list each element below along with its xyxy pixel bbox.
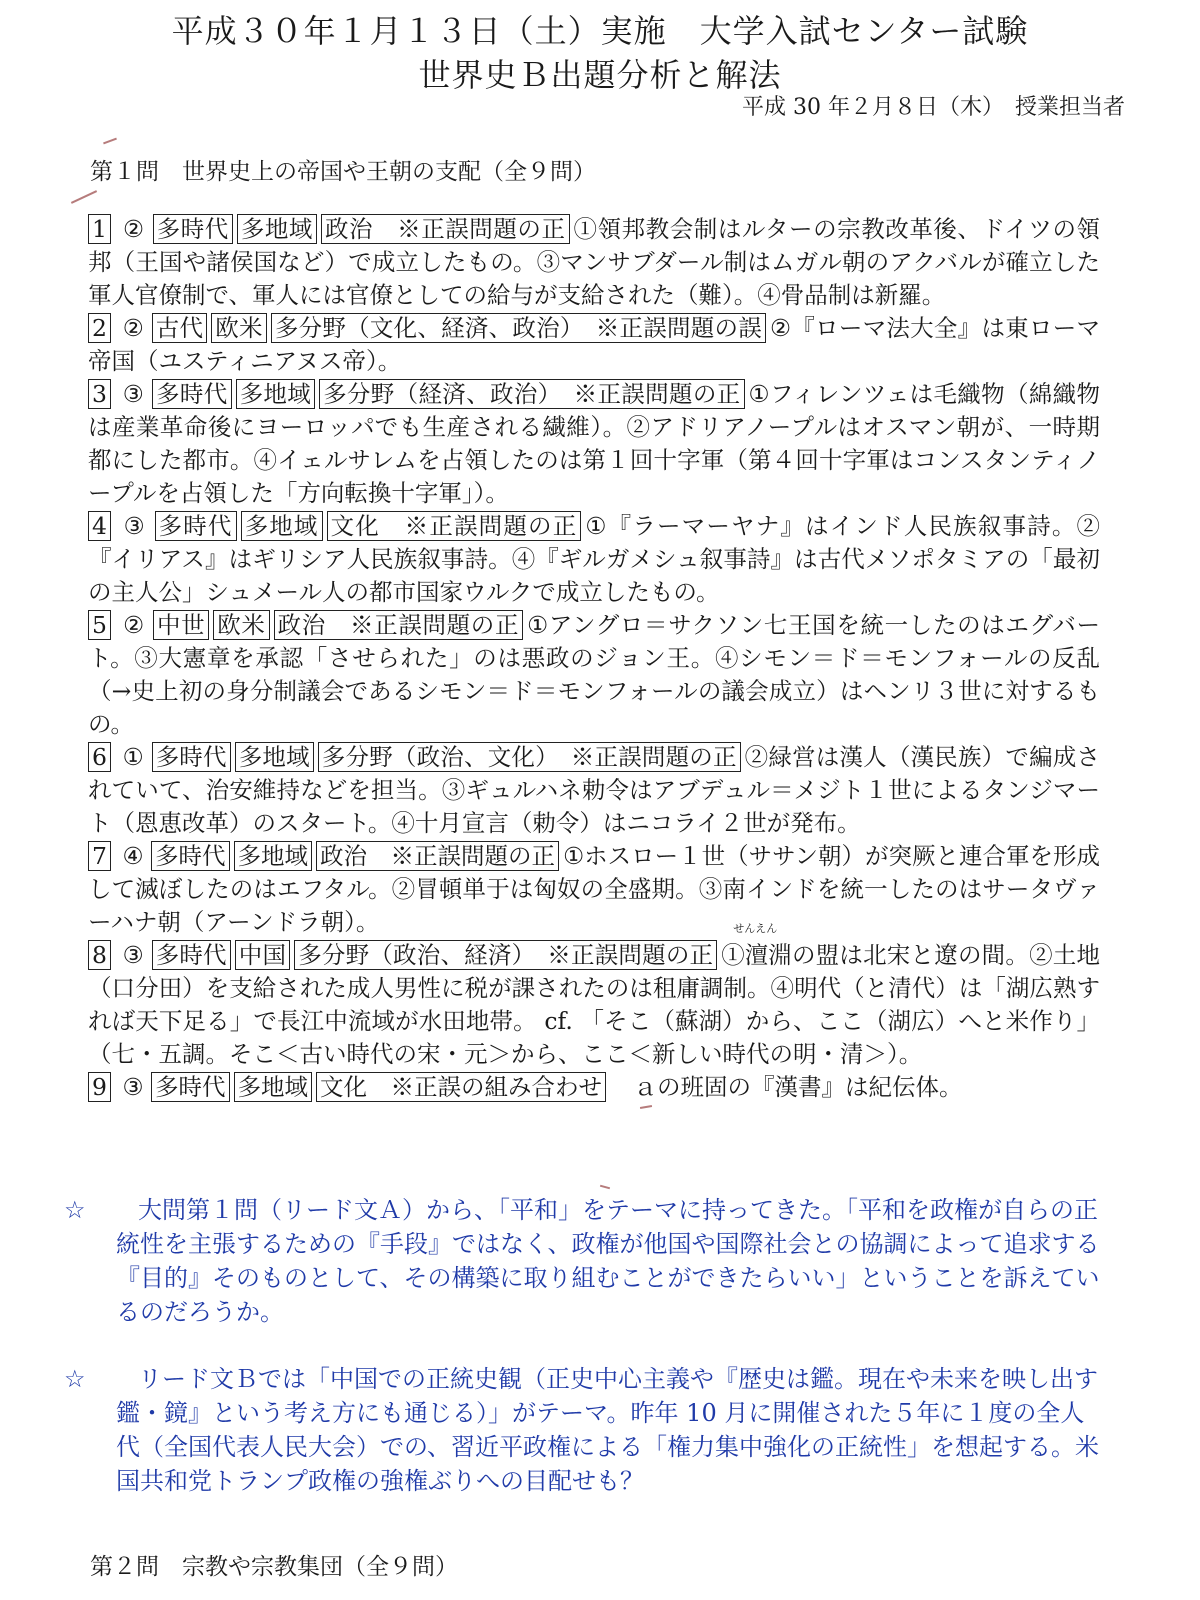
tag-box: 古代 bbox=[152, 313, 208, 343]
answer-item-8 bbox=[88, 922, 1100, 1071]
explanation-text: ①『ラーマーヤナ』はインド人民族叙事詩。②『イリアス』はギリシア人民族叙事詩。④『ギルガメシュ叙事詩』は古代メソポタミアの「最初の主人公」シュメール人の都市国家ウルクで成立したもの。 bbox=[88, 512, 1101, 606]
explanation-text: ａの班固の『漢書』は紀伝体。 bbox=[633, 1073, 963, 1101]
answer-list bbox=[88, 213, 1100, 1104]
question-number-box: 4 bbox=[88, 511, 111, 541]
tag-box: 多地域 bbox=[235, 742, 314, 772]
tag-box: 多時代 bbox=[151, 841, 230, 871]
date-author-line: 平成 30 年２月８日（木） 授業担当者 bbox=[742, 95, 1125, 120]
answer-item-9 bbox=[88, 1071, 1100, 1104]
ruby-reading: せんえん bbox=[733, 922, 778, 935]
tag-box: 文化 ※正誤問題の正 bbox=[327, 511, 582, 541]
tag-box: 多地域 bbox=[234, 841, 313, 871]
answer-choice: ④ bbox=[122, 842, 144, 870]
tag-box: 多分野（政治、経済） ※正誤問題の正 bbox=[294, 940, 717, 970]
question-number-box: 9 bbox=[88, 1072, 111, 1102]
tag-box: 政治 ※正誤問題の正 bbox=[316, 841, 559, 871]
tag-box: 文化 ※正誤の組み合わせ bbox=[316, 1072, 606, 1102]
question-number-box: 8 bbox=[88, 940, 111, 970]
explanation-text: ②『ローマ法大全』は東ローマ帝国（ユスティニアヌス帝）。 bbox=[88, 314, 1100, 375]
explanation-text: ①ホスロー１世（ササン朝）が突厥と連合軍を形成して滅ぼしたのはエフタル。②冒頓単于は匈奴の全盛期。③南インドを統一したのはサータヴァーハナ朝（アーンドラ朝）。 bbox=[88, 842, 1101, 936]
tag-box: 多地域 bbox=[241, 511, 323, 541]
explanation-text: の盟は北宋と遼の間。②土地（口分田）を支給された成人男性に税が課されたのは租庸調制。④明代（と清代）は「湖広熟すれば天下足る」で長江中流域が水田地帯。 cf. 「そこ（蘇湖）から、ここ（湖広）へと米作り」（七・五調。そこ＜古い時代の宋・元＞から、ここ＜新しい時代の明・清＞）。 bbox=[88, 941, 1100, 1068]
tag-box: 多時代 bbox=[155, 511, 237, 541]
section-2-heading: 第２問 宗教や宗教集団（全９問） bbox=[90, 1554, 458, 1580]
answer-item-1 bbox=[88, 213, 1100, 312]
star-icon: ☆ bbox=[64, 1365, 86, 1393]
explanation-text: ②緑営は漢人（漢民族）で編成されていて、治安維持などを担当。③ギュルハネ勅令はアブデュル＝メジト１世によるタンジマート（恩恵改革）のスタート。④十月宣言（勅令）はニコライ２世が発布。 bbox=[88, 743, 1100, 837]
scan-speck bbox=[600, 1185, 610, 1190]
answer-choice: ③ bbox=[123, 512, 146, 540]
explanation-text: ①領邦教会制はルターの宗教改革後、ドイツの領邦（王国や諸侯国など）で成立したもの。③マンサブダール制はムガル朝のアクバルが確立した軍人官僚制で、軍人には官僚としての給与が支給された（難）。④骨品制は新羅。 bbox=[88, 215, 1101, 309]
answer-choice: ② bbox=[123, 611, 145, 639]
answer-choice: ② bbox=[122, 314, 145, 342]
question-number-box: 7 bbox=[88, 841, 111, 871]
question-number-box: 5 bbox=[88, 610, 111, 640]
page-title: 平成３０年１月１３日（土）実施 大学入試センター試験 bbox=[171, 12, 1029, 50]
tag-box: 多分野（経済、政治） ※正誤問題の正 bbox=[319, 379, 744, 409]
question-number-box: 1 bbox=[88, 214, 111, 244]
answer-item-5 bbox=[88, 609, 1100, 741]
tag-box: 多時代 bbox=[153, 214, 233, 244]
answer-item-6 bbox=[88, 741, 1100, 840]
tag-box: 中世 bbox=[153, 610, 209, 640]
answer-choice: ① bbox=[122, 743, 144, 771]
tag-box: 多地域 bbox=[234, 1072, 313, 1102]
note-text: リード文Ｂでは「中国での正統史観（正史中心主義や『歴史は鑑。現在や未来を映し出す鑑・鏡』という考え方にも通じる）」がテーマ。昨年 10 月に開催された５年に１度の全人代（全国代表人民大会）での、習近平政権による「権力集中強化の正統性」を想起する。米国共和党トランプ政権の強権ぶりへの目配せも？ bbox=[116, 1365, 1100, 1495]
answer-choice: ③ bbox=[122, 380, 145, 408]
tag-box: 多時代 bbox=[152, 742, 231, 772]
commentary-note-1 bbox=[64, 1193, 1102, 1329]
answer-item-3 bbox=[88, 378, 1100, 510]
answer-item-7 bbox=[88, 840, 1100, 939]
tag-box: 政治 ※正誤問題の正 bbox=[274, 610, 524, 640]
tag-box: 多時代 bbox=[152, 379, 232, 409]
answer-item-4 bbox=[88, 510, 1100, 609]
tag-box: 多地域 bbox=[236, 379, 316, 409]
ruby-term bbox=[721, 922, 792, 972]
tag-box: 多分野（文化、経済、政治） ※正誤問題の誤 bbox=[271, 313, 766, 343]
tag-box: 多時代 bbox=[152, 940, 231, 970]
answer-choice: ③ bbox=[122, 941, 144, 969]
answer-choice: ③ bbox=[122, 1073, 144, 1101]
note-text: 大問第１問（リード文Ａ）から、「平和」をテーマに持ってきた。「平和を政権が自らの正統性を主張するための『手段』ではなく、政権が他国や国際社会との協調によって追求する『目的』そのものとして、その構築に取り組むことができたらいい」ということを訴えているのだろうか。 bbox=[116, 1196, 1100, 1326]
scan-speck bbox=[71, 190, 97, 204]
tag-box: 多時代 bbox=[151, 1072, 230, 1102]
question-number-box: 3 bbox=[88, 379, 111, 409]
tag-box: 中国 bbox=[235, 940, 290, 970]
tag-box: 欧米 bbox=[211, 313, 267, 343]
answer-choice: ② bbox=[122, 215, 145, 243]
scan-speck bbox=[640, 1105, 652, 1109]
scan-speck bbox=[103, 138, 117, 145]
section-1-heading: 第１問 世界史上の帝国や王朝の支配（全９問） bbox=[90, 159, 596, 185]
answer-item-2 bbox=[88, 312, 1100, 378]
star-icon: ☆ bbox=[64, 1196, 86, 1224]
tag-box: 欧米 bbox=[213, 610, 269, 640]
explanation-text: ①フィレンツェは毛織物（綿織物は産業革命後にヨーロッパでも生産される繊維）。②アドリアノープルはオスマン朝が、一時期都にした都市。④イェルサレムを占領したのは第１回十字軍（第４回十字軍はコンスタンティノープルを占領した「方向転換十字軍」）。 bbox=[88, 380, 1100, 507]
page-subtitle: 世界史Ｂ出題分析と解法 bbox=[418, 56, 782, 94]
question-number-box: 6 bbox=[88, 742, 111, 772]
explanation-text: ①アングロ＝サクソン七王国を統一したのはエグバート。③大憲章を承認「させられた」のは悪政のジョン王。④シモン＝ド＝モンフォールの反乱（→史上初の身分制議会であるシモン＝ド＝モンフォールの議会成立）はヘンリ３世に対するもの。 bbox=[88, 611, 1100, 738]
ruby-base: ①澶淵 bbox=[721, 941, 792, 969]
commentary-note-2 bbox=[64, 1362, 1102, 1498]
tag-box: 政治 ※正誤問題の正 bbox=[321, 214, 570, 244]
tag-box: 多分野（政治、文化） ※正誤問題の正 bbox=[318, 742, 741, 772]
question-number-box: 2 bbox=[88, 313, 111, 343]
tag-box: 多地域 bbox=[237, 214, 317, 244]
